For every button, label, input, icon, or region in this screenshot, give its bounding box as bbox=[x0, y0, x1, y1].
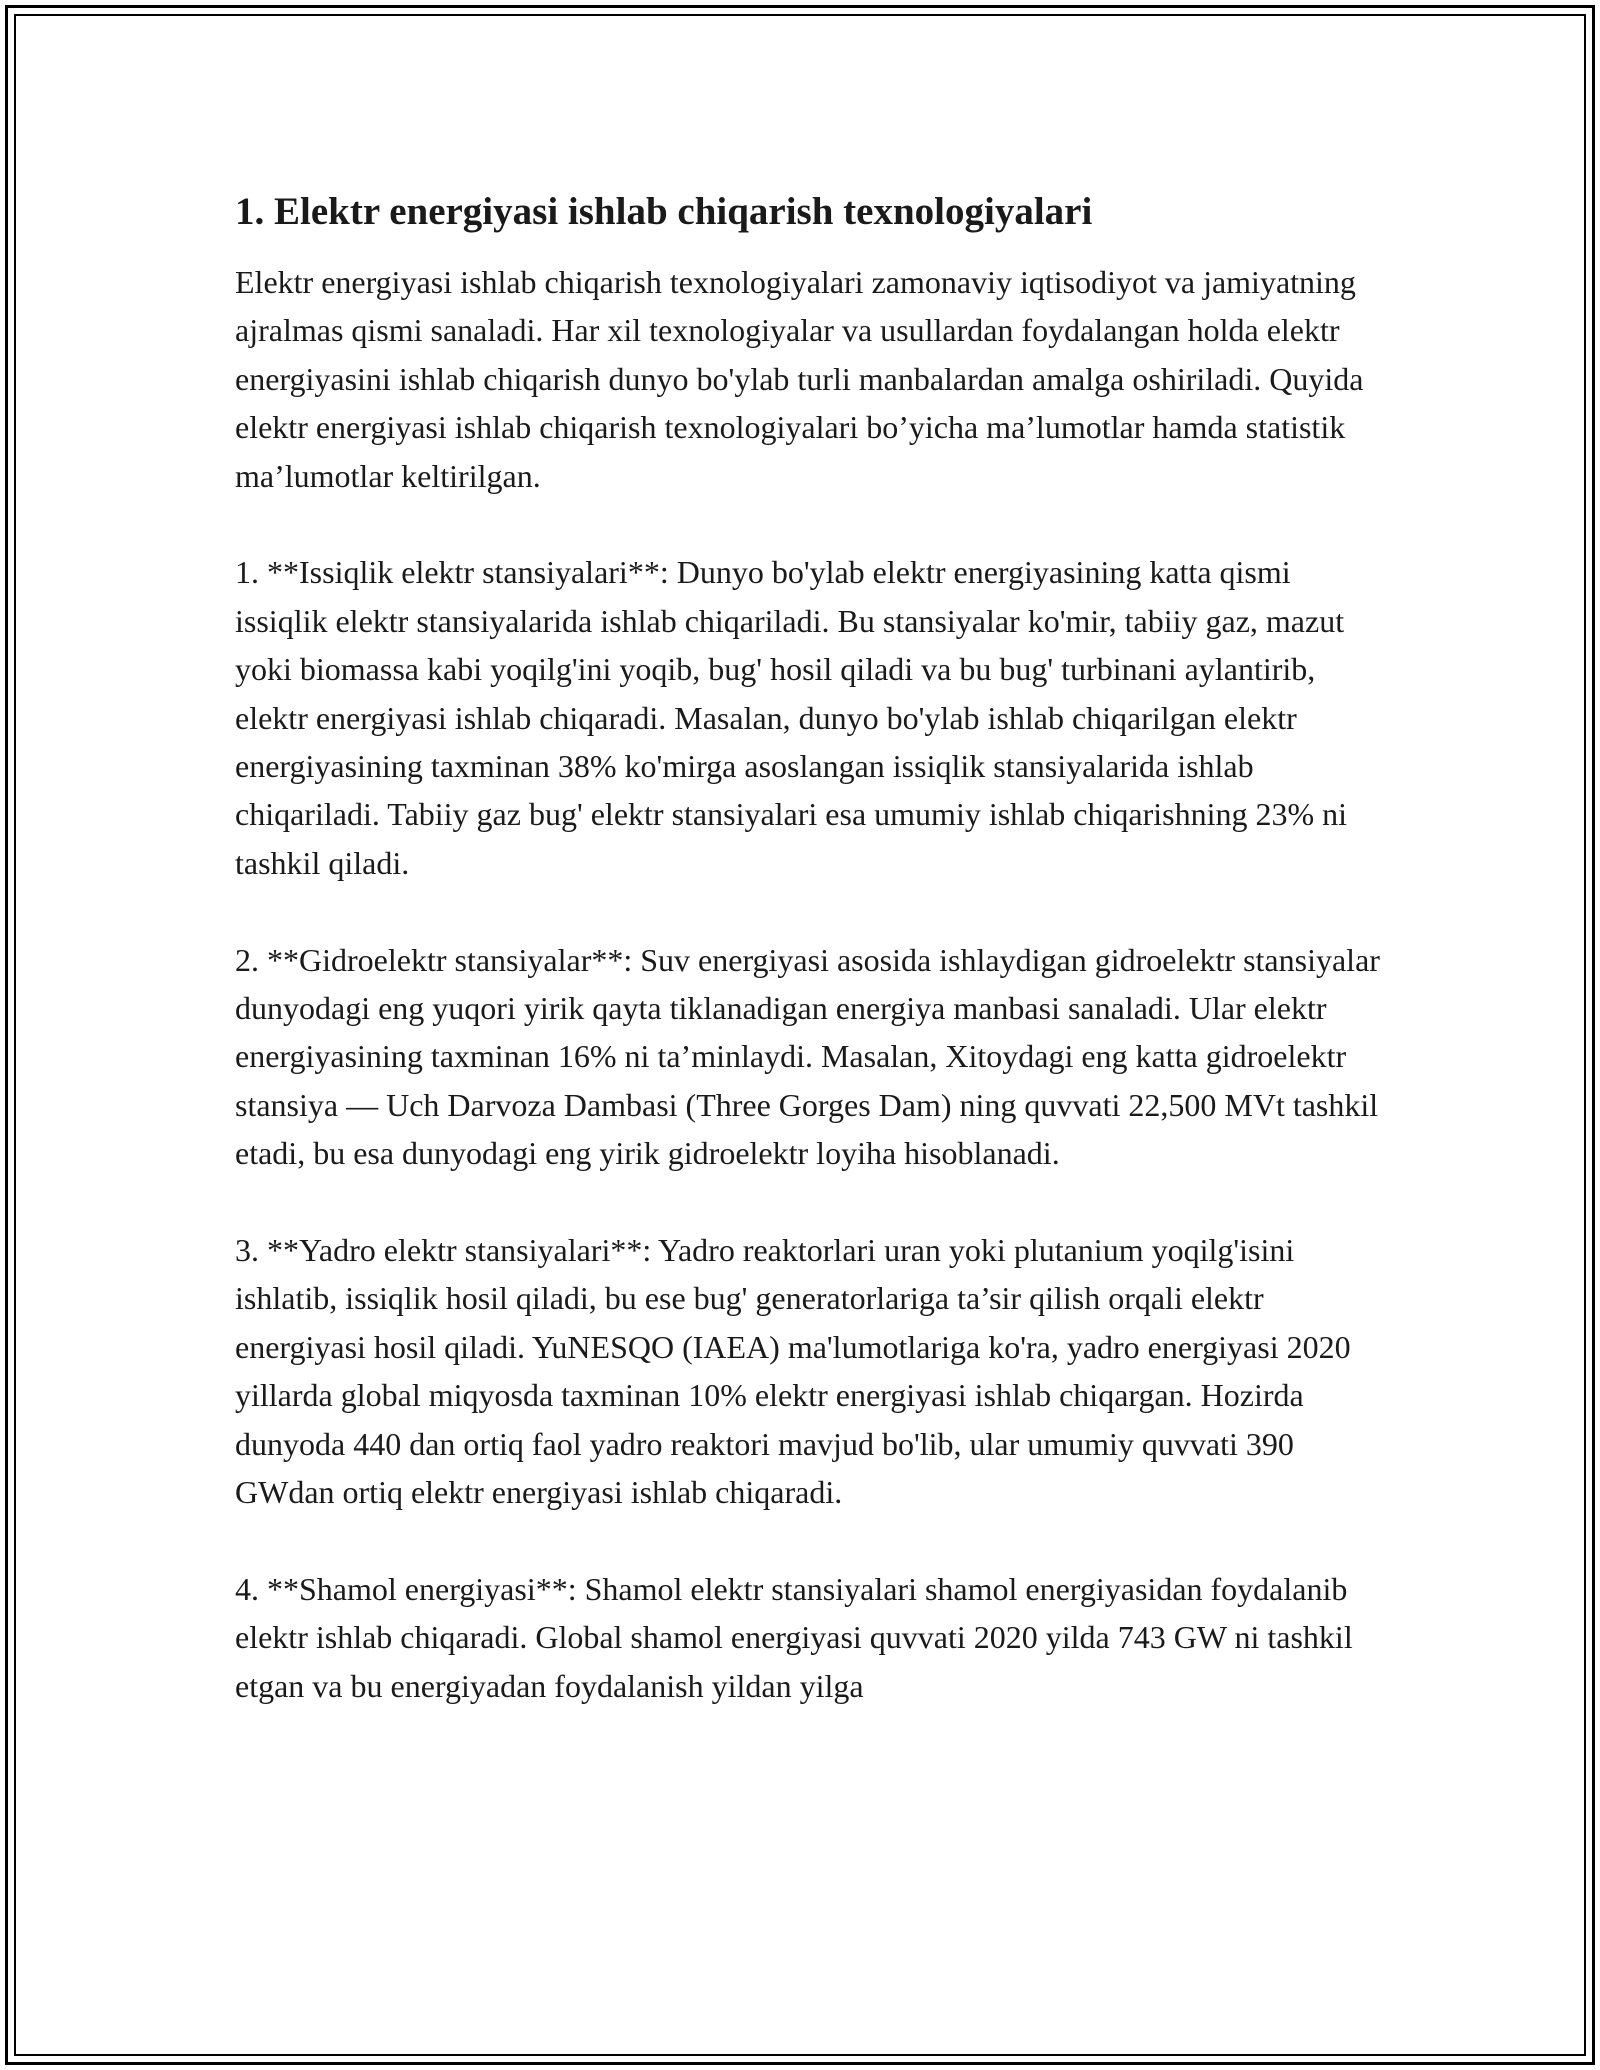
thermal-plants-paragraph: 1. **Issiqlik elektr stansiyalari**: Dunyo bo'ylab elektr energiyasining katta qismi issiqlik elektr stansiyalarida ishlab chiqariladi. Bu stansiyalar ko'mir, tabiiy gaz, mazut yoki biomassa kabi yoqilg'ini yoqib, bug' hosil qiladi va bu bug' turbinani aylantirib, elektr energiyasi ishlab chiqaradi. Masalan, dunyo bo'ylab ishlab chiqarilgan elektr energiyasining taxminan 38% ko'mirga asoslangan issiqlik stansiyalarida ishlab chiqariladi. Tabiiy gaz bug' elektr stansiyalari esa umumiy ishlab chiqarishning 23% ni tashkil qiladi. bbox=[235, 554, 1347, 881]
document-title: 1. Elektr energiyasi ishlab chiqarish texnologiyalari bbox=[235, 190, 1093, 233]
nuclear-plants-paragraph: 3. **Yadro elektr stansiyalari**: Yadro reaktorlari uran yoki plutanium yoqilg'isini ishlatib, issiqlik hosil qiladi, bu ese bug' generatorlariga ta’sir qilish orqali elektr energiyasi hosil qiladi. YuNESQO (IAEA) ma'lumotlariga ko'ra, yadro energiyasi 2020 yillarda global miqyosda taxminan 10% elektr energiyasi ishlab chiqargan. Hozirda dunyoda 440 dan ortiq faol yadro reaktori mavjud bo'lib, ular umumiy quvvati 390 GWdan ortiq elektr energiyasi ishlab chiqaradi. bbox=[235, 1232, 1351, 1511]
intro-paragraph: Elektr energiyasi ishlab chiqarish texnologiyalari zamonaviy iqtisodiyot va jamiyatning ajralmas qismi sanaladi. Har xil texnologiyalar va usullardan foydalangan holda elektr energiyasini ishlab chiqarish dunyo bo'ylab turli manbalardan amalga oshiriladi. Quyida elektr energiyasi ishlab chiqarish texnologiyalari bo’yicha ma’lumotlar hamda statistik ma’lumotlar keltirilgan. bbox=[235, 264, 1364, 494]
document-body bbox=[235, 188, 1380, 1759]
hydro-plants-paragraph: 2. **Gidroelektr stansiyalar**: Suv energiyasi asosida ishlaydigan gidroelektr stansiyalar dunyodagi eng yuqori yirik qayta tiklanadigan energiya manbasi sanaladi. Ular elektr energiyasining taxminan 16% ni ta’minlaydi. Masalan, Xitoydagi eng katta gidroelektr stansiya — Uch Darvoza Dambasi (Three Gorges Dam) ning quvvati 22,500 MVt tashkil etadi, bu esa dunyodagi eng yirik gidroelektr loyiha hisoblanadi. bbox=[235, 941, 1380, 1172]
wind-energy-paragraph: 4. **Shamol energiyasi**: Shamol elektr stansiyalari shamol energiyasidan foydalanib elektr ishlab chiqaradi. Global shamol energiyasi quvvati 2020 yilda 743 GW ni tashkil etgan va bu energiyadan foydalanish yildan yilga bbox=[235, 1570, 1353, 1704]
